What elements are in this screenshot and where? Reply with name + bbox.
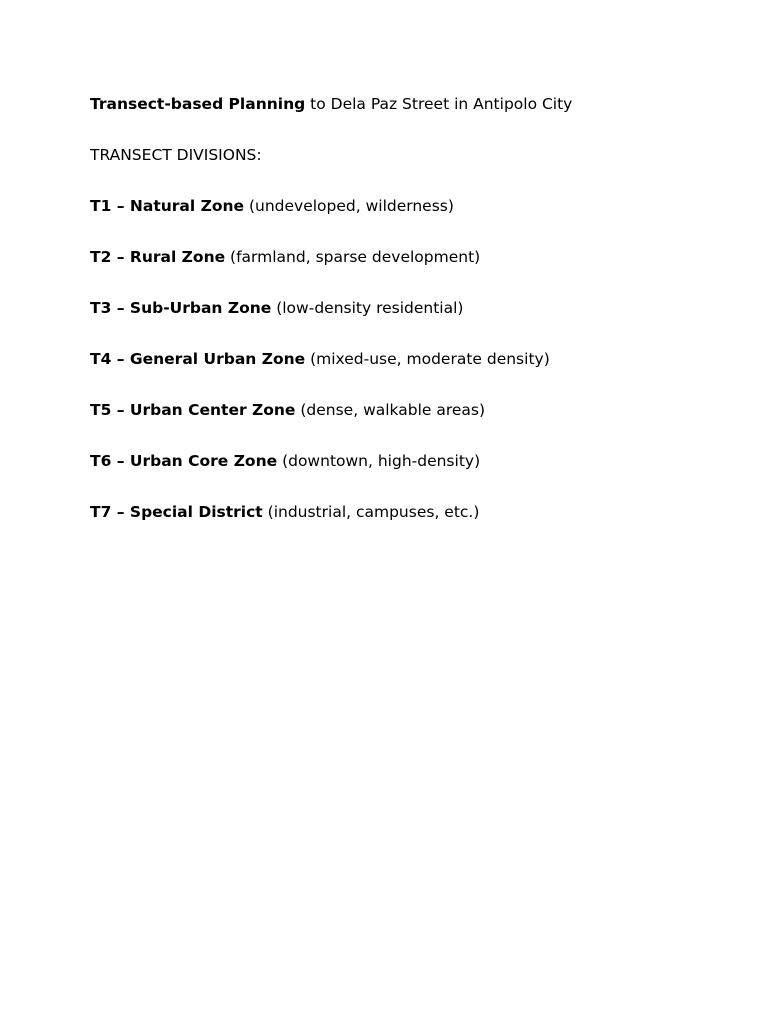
zone-label: T2 – Rural Zone bbox=[90, 248, 226, 266]
zone-description: (downtown, high-density) bbox=[277, 452, 481, 470]
zone-description: (industrial, campuses, etc.) bbox=[262, 503, 480, 521]
document-title bbox=[90, 92, 730, 116]
zone-item-t6 bbox=[90, 449, 730, 473]
document-page bbox=[90, 92, 730, 551]
zone-label: T5 – Urban Center Zone bbox=[90, 401, 296, 419]
zone-description: (mixed-use, moderate density) bbox=[305, 350, 550, 368]
zone-description: (low-density residential) bbox=[271, 299, 464, 317]
zone-label: T3 – Sub-Urban Zone bbox=[90, 299, 272, 317]
zone-label: T4 – General Urban Zone bbox=[90, 350, 306, 368]
zone-item-t2 bbox=[90, 245, 730, 269]
zone-item-t5 bbox=[90, 398, 730, 422]
zone-item-t4 bbox=[90, 347, 730, 371]
zone-item-t7 bbox=[90, 500, 730, 524]
zone-description: (undeveloped, wilderness) bbox=[244, 197, 454, 215]
zone-label: T7 – Special District bbox=[90, 503, 263, 521]
section-heading: TRANSECT DIVISIONS: bbox=[90, 146, 262, 164]
zone-description: (farmland, sparse development) bbox=[225, 248, 481, 266]
zone-label: T1 – Natural Zone bbox=[90, 197, 245, 215]
zone-item-t3 bbox=[90, 296, 730, 320]
zone-label: T6 – Urban Core Zone bbox=[90, 452, 278, 470]
zone-description: (dense, walkable areas) bbox=[295, 401, 486, 419]
zone-item-t1 bbox=[90, 194, 730, 218]
title-bold-text: Transect-based Planning bbox=[90, 95, 306, 113]
title-rest-text: to Dela Paz Street in Antipolo City bbox=[305, 95, 573, 113]
